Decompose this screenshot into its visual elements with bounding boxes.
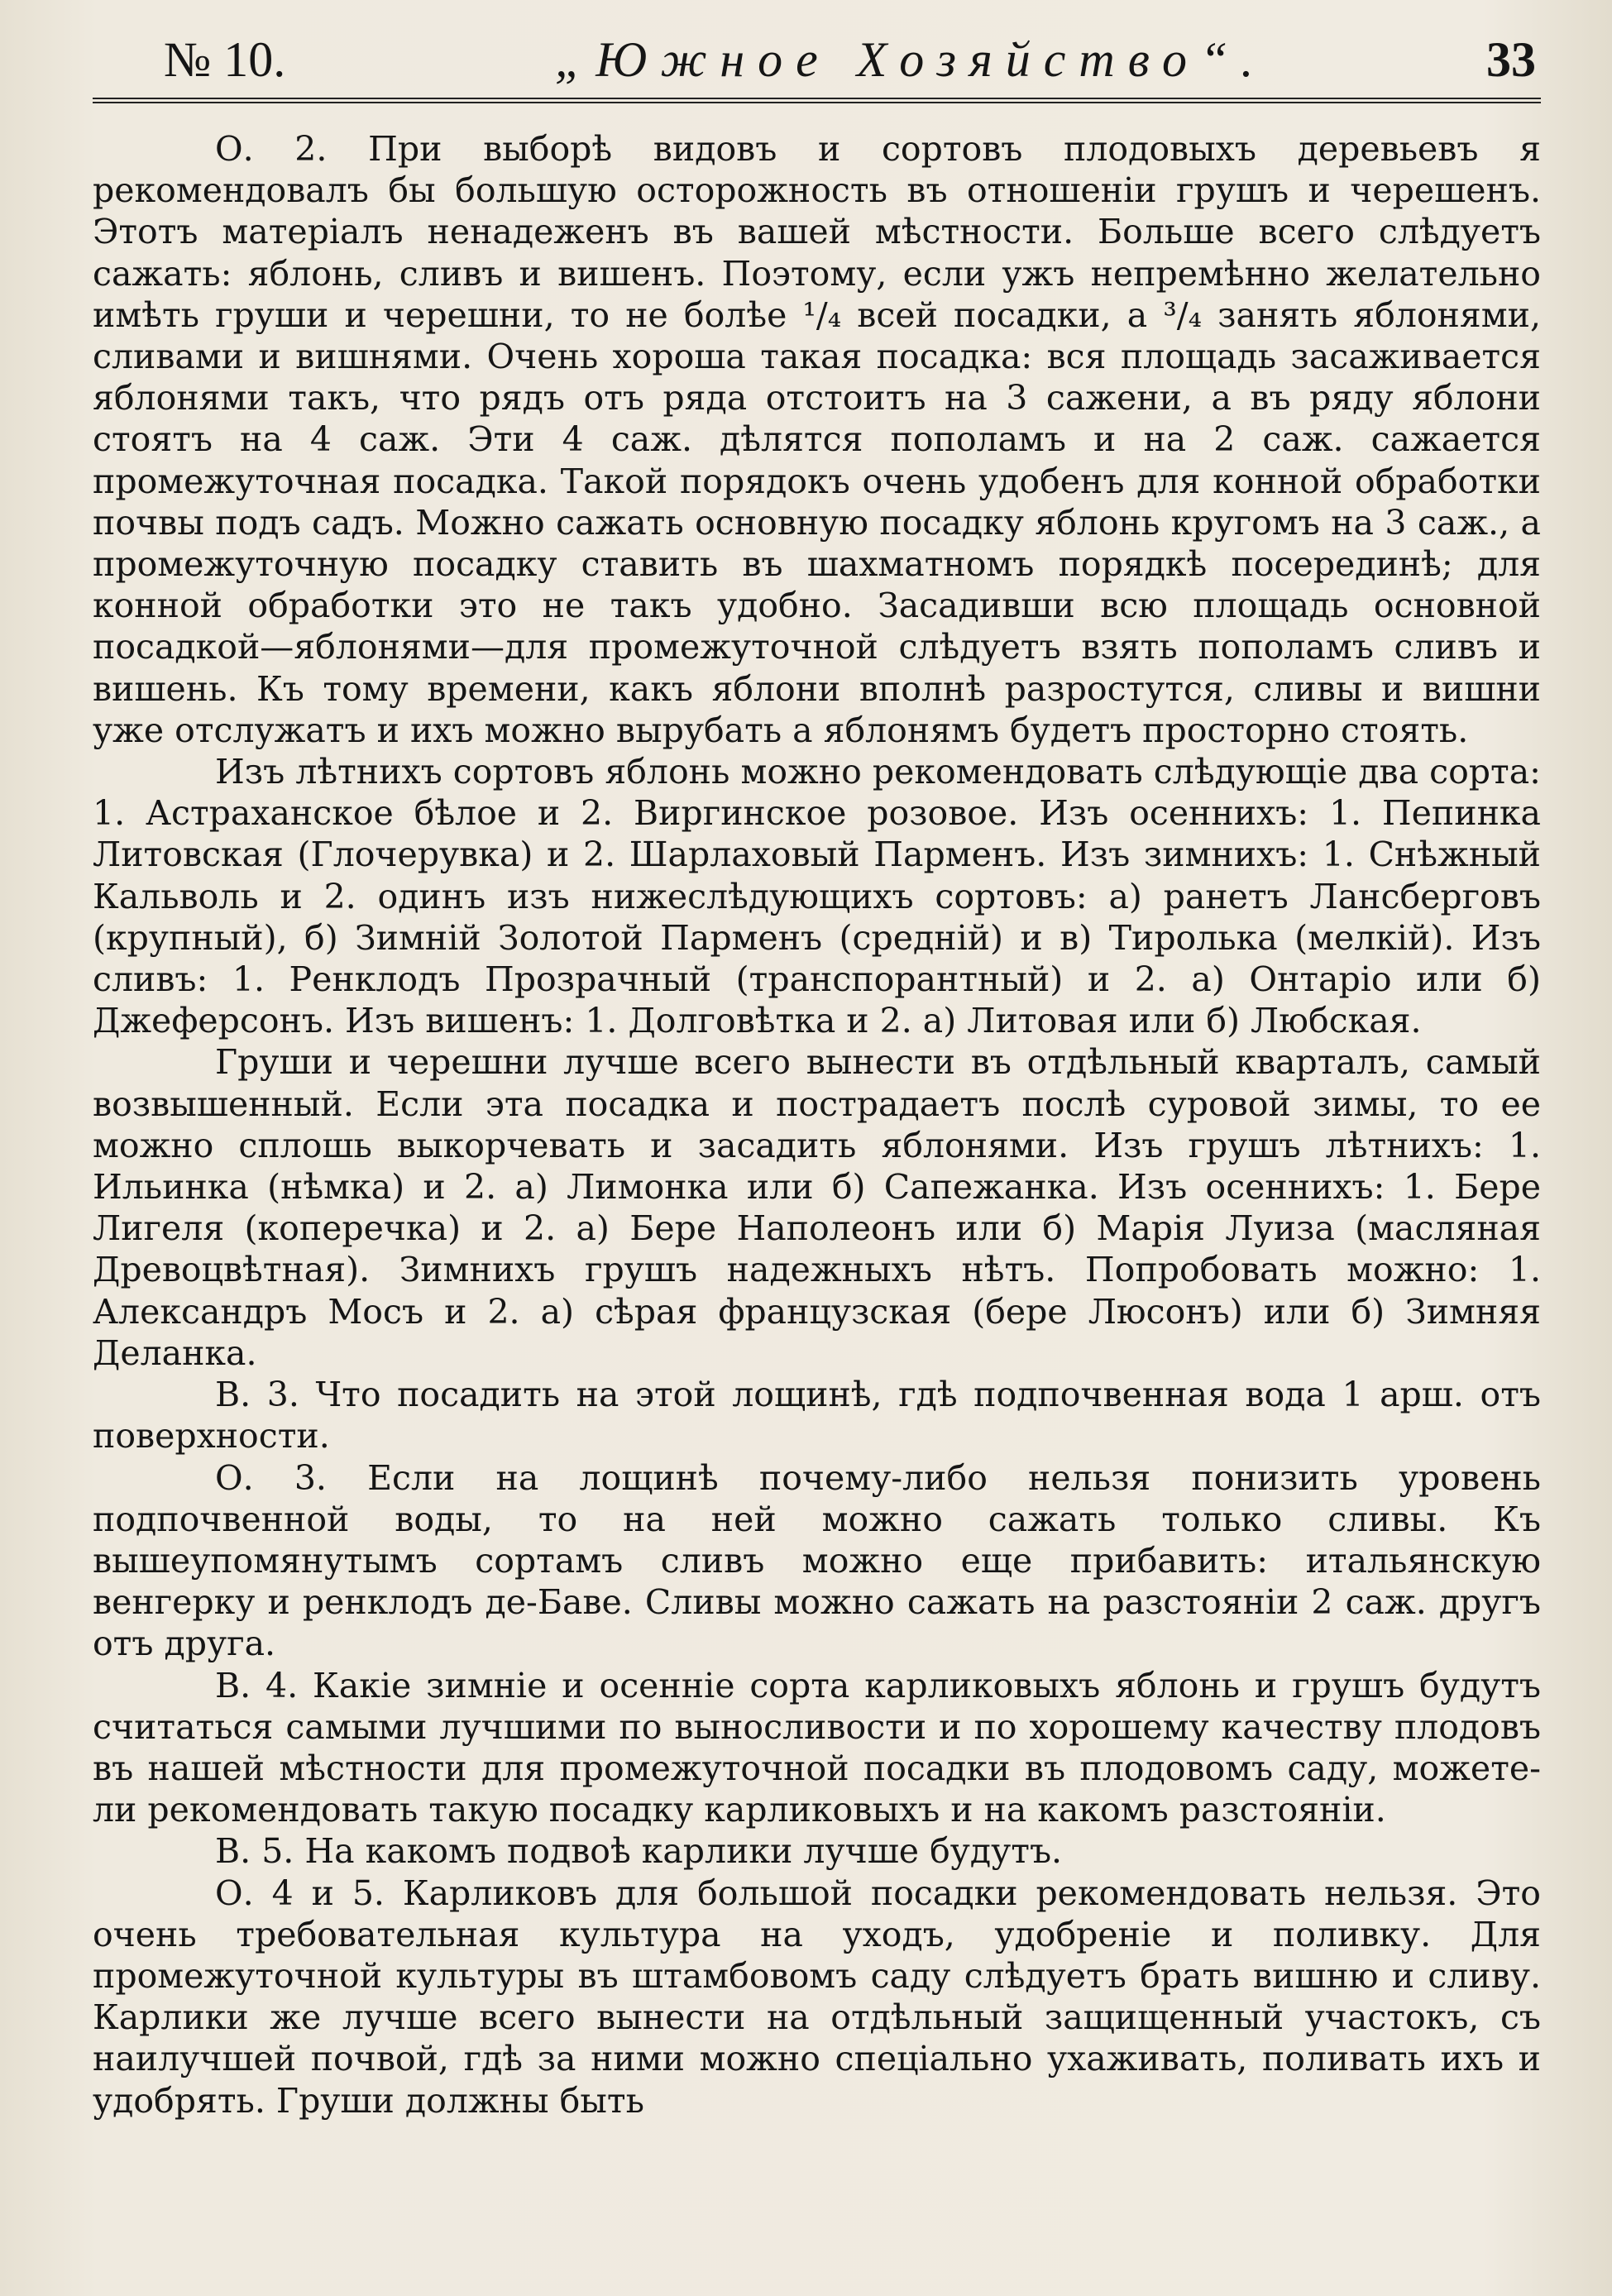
paragraph-pear-varieties: Груши и черешни лучше всего вынести въ отдѣльный кварталъ, самый возвышенный. Если эта посадка и пострадаетъ послѣ суровой зимы, то ее можно сплошь выкорчевать и засадить яблонями. Изъ грушъ лѣтнихъ: 1. Ильинка (нѣмка) и 2. а) Лимонка или б) Сапежанка. Изъ осеннихъ: 1. Бере Лигеля (коперечка) и 2. а) Бере Наполеонъ или б) Марія Луиза (масляная Древоцвѣтная). Зимнихъ грушъ надежныхъ нѣтъ. Попробовать можно: 1. Александръ Мосъ и 2. а) сѣрая французская (бере Люсонъ) или б) Зимняя Деланка.: [93, 1042, 1541, 1373]
running-header: [93, 23, 1541, 87]
issue-number: № 10.: [164, 32, 286, 87]
paragraph-question-5: В. 5. На какомъ подвоѣ карлики лучше будутъ.: [215, 1831, 1063, 1872]
paragraph-answer-3: О. 3. Если на лощинѣ почему-либо нельзя понизить уровень подпочвенной воды, то на ней можно сажать только сливы. Къ вышеупомянутымъ сортамъ сливъ можно еще прибавить: итальянскую венгерку и ренклодъ де-Баве. Сливы можно сажать на разстояніи 2 саж. другъ отъ друга.: [93, 1457, 1541, 1664]
page-number: 33: [1486, 32, 1536, 87]
paragraph-answer-4-5: О. 4 и 5. Карликовъ для большой посадки рекомендовать нельзя. Это очень требовательная культура на уходъ, удобреніе и поливку. Для промежуточной культуры въ штамбовомъ саду слѣдуетъ брать вишню и сливу. Карлики же лучше всего вынести на отдѣльный защищенный участокъ, съ наилучшей почвой, гдѣ за ними можно спеціально ухаживать, поливать ихъ и удобрять. Груши должны быть: [93, 1873, 1541, 2121]
paragraph-question-3: В. 3. Что посадить на этой лощинѣ, гдѣ подпочвенная вода 1 арш. отъ поверхности.: [93, 1375, 1541, 1457]
paragraph-apple-varieties: Изъ лѣтнихъ сортовъ яблонь можно рекомендовать слѣдующіе два сорта: 1. Астраханское бѣлое и 2. Виргинское розовое. Изъ осеннихъ: 1. Пепинка Литовская (Глочерувка) и 2. Шарлаховый Парменъ. Изъ зимнихъ: 1. Снѣжный Кальволь и 2. одинъ изъ нижеслѣдующихъ сортовъ: а) ранетъ Лансберговъ (крупный), б) Зимній Золотой Парменъ (средній) и в) Тиролька (мелкій). Изъ сливъ: 1. Ренклодъ Прозрачный (транспорантный) и 2. а) Онтаріо или б) Джеферсонъ. Изъ вишенъ: 1. Долговѣтка и 2. а) Литовая или б) Любская.: [93, 752, 1541, 1041]
article-body: [93, 128, 1541, 2121]
journal-title: „Южное Хозяйство“.: [554, 32, 1267, 87]
paragraph-answer-2: О. 2. При выборѣ видовъ и сортовъ плодовыхъ деревьевъ я рекомендовалъ бы большую осторожность въ отношеніи грушъ и черешенъ. Этотъ матеріалъ ненадеженъ въ вашей мѣстности. Больше всего слѣдуетъ сажать: яблонь, сливъ и вишенъ. Поэтому, если ужъ непремѣнно желательно имѣть груши и черешни, то не болѣе ¹/₄ всей посадки, а ³/₄ занять яблонями, сливами и вишнями. Очень хороша такая посадка: вся площадь засаживается яблонями такъ, что рядъ отъ ряда отстоитъ на 3 сажени, а въ ряду яблони стоятъ на 4 саж. Эти 4 саж. дѣлятся пополамъ и на 2 саж. сажается промежуточная посадка. Такой порядокъ очень удобенъ для конной обработки почвы подъ садъ. Можно сажать основную посадку яблонь кругомъ на 3 саж., а промежуточную посадку ставить въ шахматномъ порядкѣ посерединѣ; для конной обработки это не такъ удобно. Засадивши всю площадь основной посадкой—яблонями—для промежуточной слѣдуетъ взять пополамъ сливъ и вишень. Къ тому времени, какъ яблони вполнѣ разростутся, сливы и вишни уже отслужатъ и ихъ можно вырубать а яблонямъ будетъ просторно стоять.: [93, 129, 1541, 750]
header-rule-bottom: [93, 102, 1541, 103]
paragraph-question-4: В. 4. Какіе зимніе и осенніе сорта карликовыхъ яблонь и грушъ будутъ считаться самыми лучшими по выносливости и по хорошему качеству плодовъ въ нашей мѣстности для промежуточной посадки въ плодовомъ саду, можете-ли рекомендовать такую посадку карликовыхъ и на какомъ разстояніи.: [93, 1665, 1541, 1830]
header-rule-top: [93, 98, 1541, 99]
